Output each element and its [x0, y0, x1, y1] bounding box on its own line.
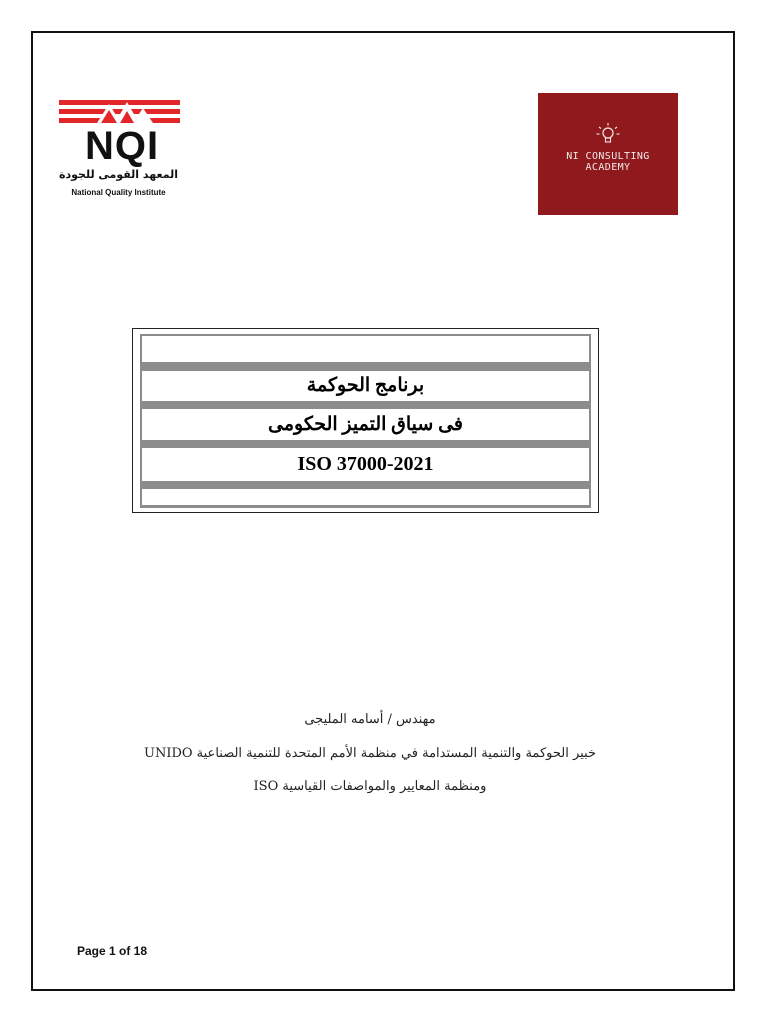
ni-consulting-line2: ACADEMY — [585, 162, 631, 173]
lightbulb-icon — [595, 122, 621, 148]
author-role-line1: خبير الحوكمة والتنمية المستدامة في منظمة الأمم المتحدة للتنمية الصناعية UNIDO — [143, 746, 597, 761]
ni-consulting-logo — [538, 93, 678, 215]
title-row-blank-bottom — [142, 489, 589, 505]
title-box-frame — [140, 334, 591, 508]
program-subtitle: فى سياق التميز الحكومى — [142, 409, 589, 440]
page-number: Page 1 of 18 — [77, 944, 148, 958]
author-name: مهندس / أسامه المليجى — [304, 712, 436, 727]
nqi-english-name: National Quality Institute — [71, 188, 166, 197]
nqi-mountains-icon — [59, 100, 180, 127]
title-box — [132, 328, 599, 513]
title-row-blank-top — [142, 336, 589, 362]
author-role-line2: ومنظمة المعايير والمواصفات القياسية ISO — [253, 779, 487, 794]
standard-code: ISO 37000-2021 — [142, 448, 589, 481]
nqi-arabic-name: المعهد القومى للجودة — [59, 168, 178, 181]
nqi-logo — [57, 100, 187, 205]
nqi-mark: NQI — [84, 124, 160, 168]
ni-consulting-line1: NI CONSULTING — [566, 151, 650, 162]
program-title: برنامج الحوكمة — [142, 371, 589, 401]
